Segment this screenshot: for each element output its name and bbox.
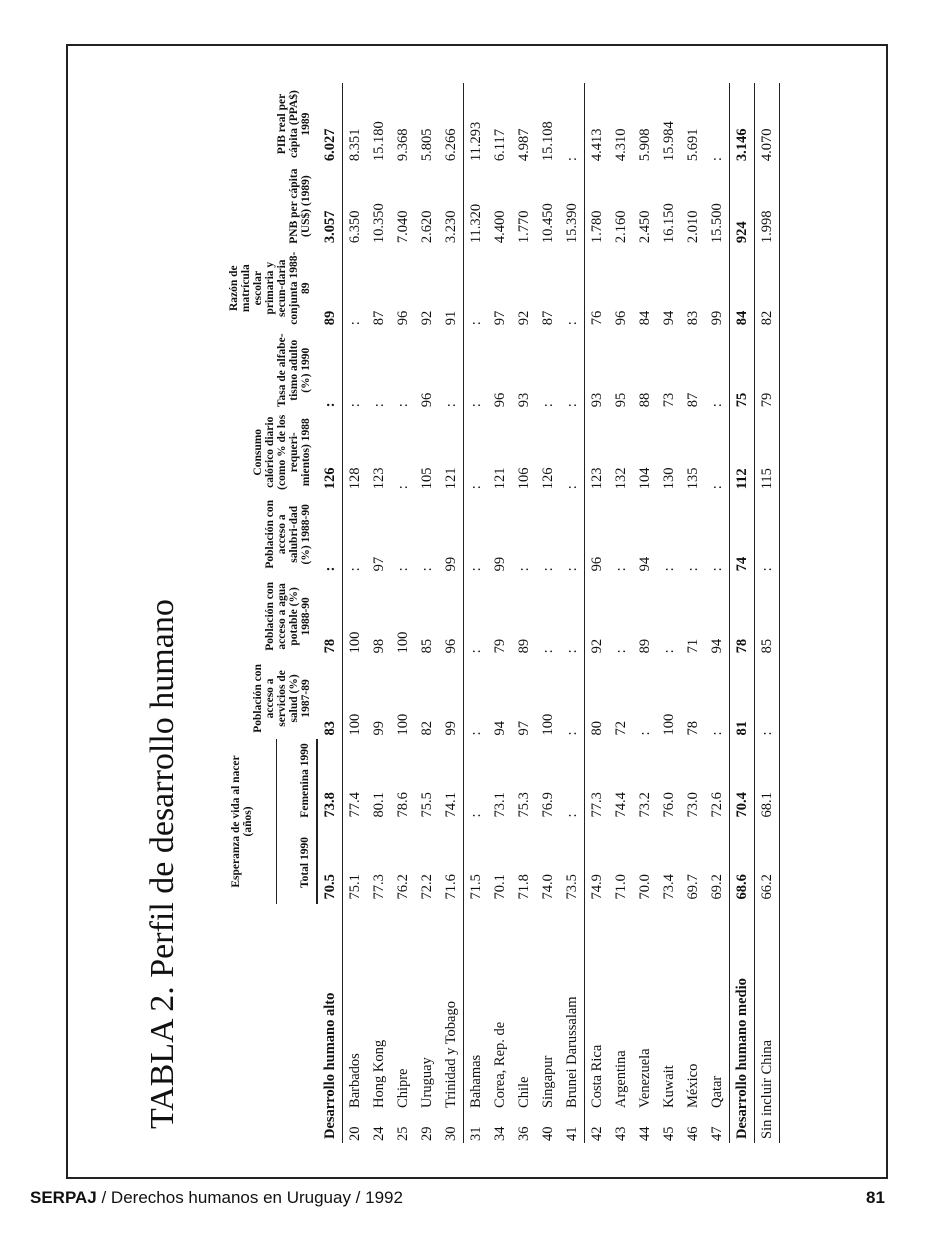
value-cell: 100	[395, 631, 411, 654]
value-cell: :	[705, 83, 730, 165]
value-cell: 100	[347, 713, 363, 736]
value-cell: :	[395, 403, 411, 408]
value-cell: :	[395, 485, 411, 490]
value-cell: :	[439, 329, 464, 411]
value-cell: 69.7	[685, 874, 701, 900]
value-cell: :	[468, 321, 484, 326]
rank-cell: 44	[637, 1126, 653, 1141]
value-cell: 94	[492, 720, 508, 736]
value-cell: :	[347, 321, 363, 326]
header-country-blank	[228, 904, 317, 1143]
header-agua: Población con acceso a agua potable (%) 1988-90	[264, 582, 312, 651]
value-cell: 97	[516, 720, 532, 736]
value-cell: 128	[347, 467, 363, 490]
table-row	[633, 83, 657, 1143]
value-cell: 96	[439, 575, 464, 657]
rank-cell: 47	[705, 1112, 730, 1143]
value-cell: 126	[540, 467, 556, 490]
value-cell: 76.9	[540, 792, 556, 818]
value-cell: 70.4	[730, 739, 755, 821]
table-row	[560, 83, 585, 1143]
value-cell: :	[560, 411, 585, 493]
value-cell: 78.6	[395, 792, 411, 818]
value-cell: :	[685, 567, 701, 572]
value-cell: 74.0	[540, 874, 556, 900]
value-cell: 16.150	[661, 203, 677, 244]
value-cell: 3.146	[730, 83, 755, 165]
table-row	[755, 83, 780, 1143]
value-cell: 2.620	[419, 210, 435, 244]
value-cell: 93	[589, 392, 605, 408]
footer-text: / Derechos humanos en Uruguay / 1992	[96, 1188, 403, 1207]
value-cell: 73.8	[317, 739, 343, 821]
value-cell: :	[540, 567, 556, 572]
header-salud: Población con acceso a servicios de salud (%) 1987-89	[252, 664, 312, 733]
rank-cell: 25	[395, 1126, 411, 1141]
value-cell: 924	[730, 165, 755, 247]
table-row	[464, 83, 489, 1143]
group-label: Sin incluir China	[755, 904, 780, 1143]
value-cell: 69.2	[705, 821, 730, 903]
rank-cell: 40	[540, 1126, 556, 1141]
value-cell: 83	[317, 657, 343, 739]
rank-cell: 29	[419, 1126, 435, 1141]
value-cell: 94	[637, 556, 653, 572]
header-femenina: Femenina 1990	[276, 739, 317, 821]
value-cell: 4.987	[516, 128, 532, 162]
rotated-table-area	[68, 46, 890, 1181]
country-cell: Hong Kong	[371, 1039, 387, 1108]
rank-cell: 46	[685, 1126, 701, 1141]
value-cell: 74	[730, 493, 755, 575]
table-row	[317, 83, 343, 1143]
value-cell: :	[560, 575, 585, 657]
country-cell: Trinidad y Tobago	[439, 904, 464, 1112]
rank-cell: 45	[661, 1126, 677, 1141]
value-cell: 5.691	[685, 128, 701, 162]
value-cell: 75	[730, 329, 755, 411]
value-cell: 130	[661, 467, 677, 490]
value-cell: 68.1	[755, 739, 780, 821]
page-number: 81	[866, 1188, 885, 1207]
value-cell: 82	[419, 720, 435, 736]
value-cell: 97	[492, 310, 508, 326]
table-row	[367, 83, 391, 1143]
header-calorico: Consumo calórico diario (como % de los requeri-mientos) 1988	[252, 414, 312, 490]
table-row	[512, 83, 536, 1143]
value-cell: :	[755, 493, 780, 575]
value-cell: 87	[371, 310, 387, 326]
table-row	[439, 83, 464, 1143]
value-cell: 75.5	[419, 792, 435, 818]
value-cell: 89	[317, 247, 343, 329]
value-cell: 72.2	[419, 874, 435, 900]
value-cell: :	[613, 567, 629, 572]
header-pnb: PNB per cápita (US$) (1989)	[288, 168, 312, 244]
group-label: Desarrollo humano alto	[317, 904, 343, 1143]
table-body	[317, 83, 780, 1143]
value-cell: 2.450	[637, 210, 653, 244]
value-cell: 1.998	[755, 165, 780, 247]
header-pib: PIB real per cápita (PPA$) 1989	[276, 90, 312, 158]
value-cell: 98	[371, 638, 387, 654]
value-cell: 11.293	[468, 121, 484, 162]
value-cell: :	[705, 329, 730, 411]
table-row	[488, 83, 512, 1143]
country-cell: Qatar	[705, 904, 730, 1112]
value-cell: 73.5	[560, 821, 585, 903]
rank-cell: 42	[589, 1126, 605, 1141]
value-cell: 99	[439, 657, 464, 739]
value-cell: :	[560, 83, 585, 165]
value-cell: 70.0	[637, 874, 653, 900]
country-cell: Uruguay	[419, 1057, 435, 1108]
value-cell: 5.805	[419, 128, 435, 162]
value-cell: 74.9	[589, 874, 605, 900]
value-cell: :	[371, 403, 387, 408]
rank-cell: 41	[560, 1112, 585, 1143]
value-cell: :	[560, 329, 585, 411]
country-cell: Costa Rica	[589, 1044, 605, 1108]
country-cell: Bahamas	[468, 1054, 484, 1108]
value-cell: :	[347, 403, 363, 408]
table-row	[705, 83, 730, 1143]
value-cell: :	[705, 657, 730, 739]
country-cell: Singapur	[540, 1055, 556, 1108]
value-cell: 7.040	[395, 210, 411, 244]
value-cell: 10.450	[540, 203, 556, 244]
table-row	[415, 83, 439, 1143]
value-cell: 71.0	[613, 874, 629, 900]
value-cell: 10.350	[371, 203, 387, 244]
value-cell: 96	[589, 556, 605, 572]
header-matricula: Razón de matrícula escolar primaria y secun-daria conjunta 1988-89	[228, 251, 312, 325]
value-cell: 78	[730, 575, 755, 657]
value-cell: 71.5	[468, 874, 484, 900]
value-cell: 1.780	[589, 210, 605, 244]
table-row	[609, 83, 633, 1143]
value-cell: 4.400	[492, 210, 508, 244]
value-cell: 94	[661, 310, 677, 326]
value-cell: 96	[613, 310, 629, 326]
rank-cell: 20	[347, 1126, 363, 1141]
value-cell: 76.2	[395, 874, 411, 900]
value-cell: 68.6	[730, 821, 755, 903]
value-cell: 6.027	[317, 83, 343, 165]
value-cell: 1.770	[516, 210, 532, 244]
value-cell: 2.010	[685, 210, 701, 244]
value-cell: 8.351	[347, 128, 363, 162]
country-cell: Argentina	[613, 1050, 629, 1108]
value-cell: 99	[439, 493, 464, 575]
value-cell: 93	[516, 392, 532, 408]
table-row	[585, 83, 610, 1143]
value-cell: 104	[637, 467, 653, 490]
value-cell: 6.117	[492, 129, 508, 162]
value-cell: :	[613, 649, 629, 654]
value-cell: 3.057	[317, 165, 343, 247]
country-cell: Chile	[516, 1076, 532, 1108]
value-cell: 15.984	[661, 121, 677, 162]
value-cell: 80.1	[371, 792, 387, 818]
value-cell: 100	[540, 713, 556, 736]
value-cell: 100	[661, 713, 677, 736]
value-cell: 75.1	[347, 874, 363, 900]
value-cell: :	[317, 329, 343, 411]
value-cell: 83	[685, 310, 701, 326]
country-cell: Kuwait	[661, 1065, 677, 1108]
value-cell: 80	[589, 720, 605, 736]
value-cell: 74.1	[439, 739, 464, 821]
value-cell: 78	[317, 575, 343, 657]
value-cell: 75.3	[516, 792, 532, 818]
value-cell: 95	[613, 392, 629, 408]
value-cell: 15.390	[560, 165, 585, 247]
value-cell: 73.1	[492, 792, 508, 818]
table-row	[730, 83, 755, 1143]
footer-brand: SERPAJ	[30, 1188, 97, 1207]
value-cell: :	[419, 567, 435, 572]
rank-cell: 31	[468, 1126, 484, 1141]
value-cell: 99	[371, 720, 387, 736]
value-cell: :	[560, 493, 585, 575]
value-cell: 100	[347, 631, 363, 654]
value-cell: 11.320	[468, 203, 484, 244]
value-cell: 82	[755, 247, 780, 329]
table-title: TABLA 2. Perfil de desarrollo humano	[144, 599, 181, 1129]
table-row	[391, 83, 415, 1143]
value-cell: :	[468, 649, 484, 654]
rank-cell: 34	[492, 1126, 508, 1141]
value-cell: 84	[730, 247, 755, 329]
rank-cell: 43	[613, 1126, 629, 1141]
value-cell: :	[705, 493, 730, 575]
group-label: Desarrollo humano medio	[730, 904, 755, 1143]
value-cell: 126	[317, 411, 343, 493]
value-cell: 121	[492, 467, 508, 490]
page-frame	[66, 44, 888, 1179]
table-row	[681, 83, 705, 1143]
value-cell: 87	[540, 310, 556, 326]
value-cell: 76.0	[661, 792, 677, 818]
value-cell: :	[347, 567, 363, 572]
value-cell: 92	[516, 310, 532, 326]
header-total: Total 1990	[276, 821, 317, 903]
value-cell: 87	[685, 392, 701, 408]
value-cell: 89	[637, 638, 653, 654]
value-cell: :	[468, 403, 484, 408]
rank-cell: 30	[439, 1112, 464, 1143]
value-cell: 115	[755, 411, 780, 493]
value-cell: :	[468, 567, 484, 572]
value-cell: 99	[492, 556, 508, 572]
value-cell: 5.908	[637, 128, 653, 162]
value-cell: 66.2	[755, 821, 780, 903]
value-cell: 72	[613, 720, 629, 736]
value-cell: 71.8	[516, 874, 532, 900]
value-cell: 123	[371, 467, 387, 490]
country-cell: Brunei Darussalam	[560, 904, 585, 1112]
value-cell: 15.180	[371, 121, 387, 162]
country-cell: México	[685, 1063, 701, 1108]
value-cell: :	[661, 567, 677, 572]
value-cell: 92	[589, 638, 605, 654]
country-cell: Chipre	[395, 1068, 411, 1108]
value-cell: 94	[705, 575, 730, 657]
value-cell: :	[540, 649, 556, 654]
value-cell: 2.160	[613, 210, 629, 244]
value-cell: :	[661, 649, 677, 654]
country-cell: Barbados	[347, 1053, 363, 1108]
page-footer	[30, 1188, 403, 1208]
value-cell: 96	[395, 310, 411, 326]
country-cell: Corea, Rep. de	[492, 1021, 508, 1108]
value-cell: 92	[419, 310, 435, 326]
value-cell: 135	[685, 467, 701, 490]
table-row	[657, 83, 681, 1143]
value-cell: :	[540, 403, 556, 408]
rank-cell: 36	[516, 1126, 532, 1141]
value-cell: 77.4	[347, 792, 363, 818]
value-cell: :	[468, 813, 484, 818]
value-cell: 4.070	[755, 83, 780, 165]
value-cell: 91	[439, 247, 464, 329]
value-cell: 79	[492, 638, 508, 654]
header-alfabetismo: Tasa de alfabe-tismo adulto (%) 1990	[276, 333, 312, 408]
value-cell: 76	[589, 310, 605, 326]
header-row-1	[228, 83, 276, 1143]
value-cell: 71.6	[439, 821, 464, 903]
value-cell: :	[755, 657, 780, 739]
value-cell: 4.310	[613, 128, 629, 162]
value-cell: 106	[516, 467, 532, 490]
table-row	[343, 83, 368, 1143]
value-cell: :	[395, 567, 411, 572]
value-cell: 97	[371, 556, 387, 572]
value-cell: 73.2	[637, 792, 653, 818]
value-cell: 89	[516, 638, 532, 654]
value-cell: 96	[492, 392, 508, 408]
value-cell: :	[468, 485, 484, 490]
header-esperanza-group: Esperanza de vida al nacer (años)	[228, 739, 276, 903]
value-cell: 79	[755, 329, 780, 411]
value-cell: 123	[589, 467, 605, 490]
value-cell: 73.0	[685, 792, 701, 818]
value-cell: 77.3	[589, 792, 605, 818]
value-cell: 88	[637, 392, 653, 408]
value-cell: :	[317, 493, 343, 575]
value-cell: :	[516, 567, 532, 572]
rank-cell: 24	[371, 1126, 387, 1141]
value-cell: 6.350	[347, 210, 363, 244]
value-cell: :	[560, 657, 585, 739]
value-cell: 78	[685, 720, 701, 736]
value-cell: :	[560, 739, 585, 821]
value-cell: 73	[661, 392, 677, 408]
value-cell: 85	[419, 638, 435, 654]
value-cell: 99	[705, 247, 730, 329]
header-salubridad: Población con acceso a salubri-dad (%) 1988-90	[264, 499, 312, 569]
value-cell: :	[705, 411, 730, 493]
value-cell: 70.5	[317, 821, 343, 903]
value-cell: 15.108	[540, 121, 556, 162]
value-cell: :	[637, 731, 653, 736]
value-cell: 96	[419, 392, 435, 408]
value-cell: 71	[685, 638, 701, 654]
value-cell: 3.230	[439, 165, 464, 247]
value-cell: 15.500	[705, 165, 730, 247]
value-cell: 73.4	[661, 874, 677, 900]
value-cell: 105	[419, 467, 435, 490]
value-cell: 121	[439, 411, 464, 493]
value-cell: 84	[637, 310, 653, 326]
table-row	[536, 83, 560, 1143]
country-cell: Venezuela	[637, 1048, 653, 1108]
value-cell: 74.4	[613, 792, 629, 818]
value-cell: 72.6	[705, 739, 730, 821]
value-cell: 85	[755, 575, 780, 657]
value-cell: 4.413	[589, 128, 605, 162]
value-cell: 6.266	[439, 83, 464, 165]
value-cell: 112	[730, 411, 755, 493]
value-cell: 132	[613, 467, 629, 490]
value-cell: 81	[730, 657, 755, 739]
value-cell: 100	[395, 713, 411, 736]
value-cell: :	[468, 731, 484, 736]
value-cell: :	[560, 247, 585, 329]
value-cell: 70.1	[492, 874, 508, 900]
value-cell: 77.3	[371, 874, 387, 900]
development-profile-table	[228, 83, 780, 1143]
value-cell: 9.368	[395, 128, 411, 162]
